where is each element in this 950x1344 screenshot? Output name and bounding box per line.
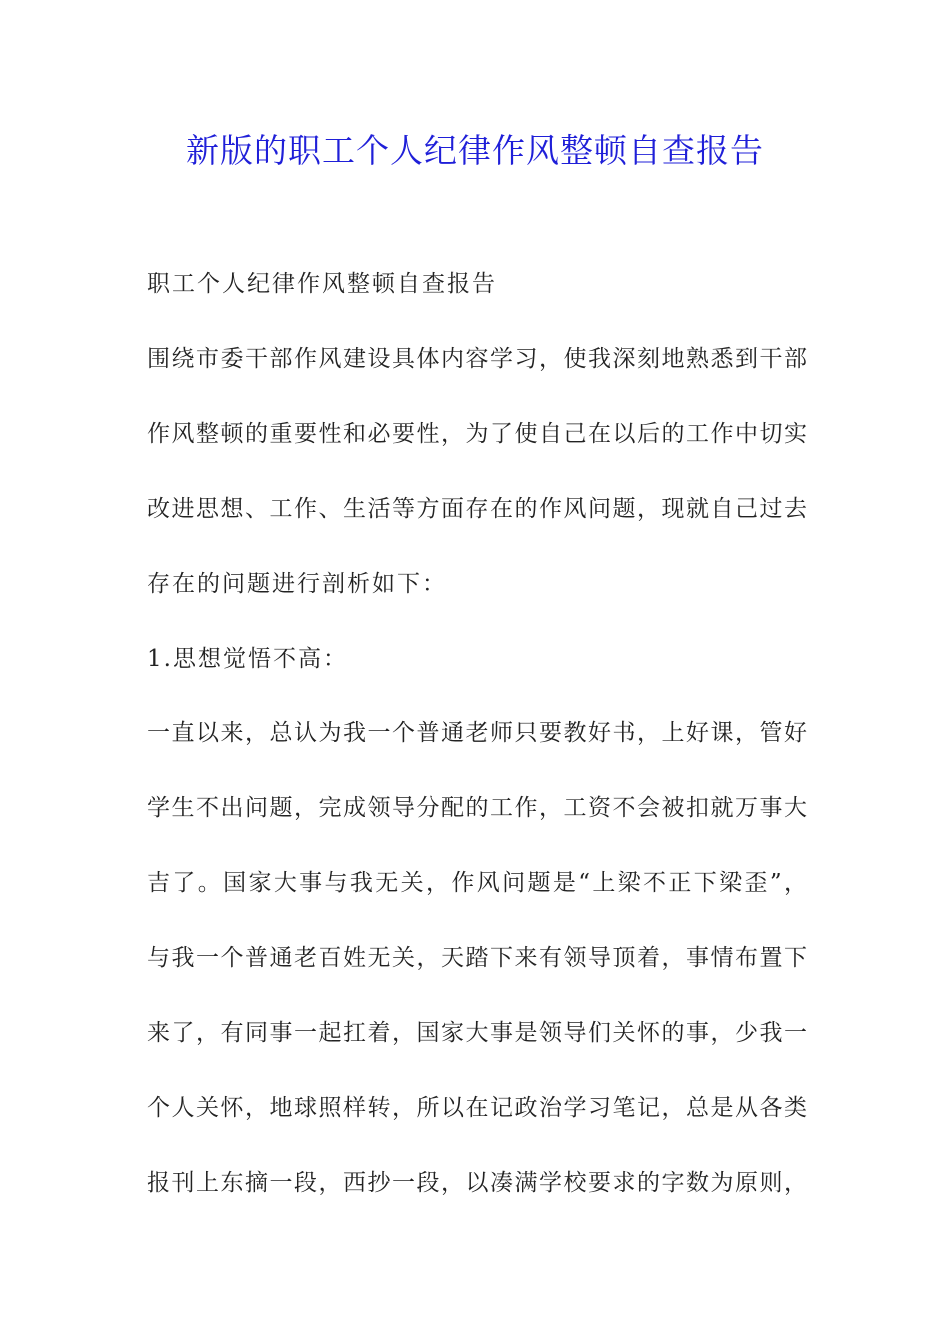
document-title: 新版的职工个人纪律作风整顿自查报告 [186, 131, 764, 170]
body-line: 存在的问题进行剖析如下： [147, 571, 447, 597]
body-line: 改进思想、工作、生活等方面存在的作风问题，现就自己过去 [147, 496, 807, 522]
body-line: 围绕市委干部作风建设具体内容学习，使我深刻地熟悉到干部 [147, 346, 807, 372]
body-line: 来了，有同事一起扛着，国家大事是领导们关怀的事，少我一 [147, 1020, 807, 1046]
body-line: 一直以来，总认为我一个普通老师只要教好书，上好课，管好 [147, 720, 807, 746]
body-line: 与我一个普通老百姓无关，天踏下来有领导顶着，事情布置下 [147, 945, 807, 971]
subtitle-line: 职工个人纪律作风整顿自查报告 [147, 271, 497, 297]
body-line: 个人关怀，地球照样转，所以在记政治学习笔记，总是从各类 [147, 1095, 807, 1121]
body-line: 学生不出问题，完成领导分配的工作，工资不会被扣就万事大 [147, 795, 807, 821]
body-line: 报刊上东摘一段，西抄一段，以凑满学校要求的字数为原则， [147, 1170, 807, 1196]
section-heading: 1.思想觉悟不高： [147, 646, 348, 672]
body-line: 作风整顿的重要性和必要性，为了使自己在以后的工作中切实 [147, 421, 807, 447]
body-line: 吉了。国家大事与我无关，作风问题是“上梁不正下梁歪”， [147, 870, 807, 896]
